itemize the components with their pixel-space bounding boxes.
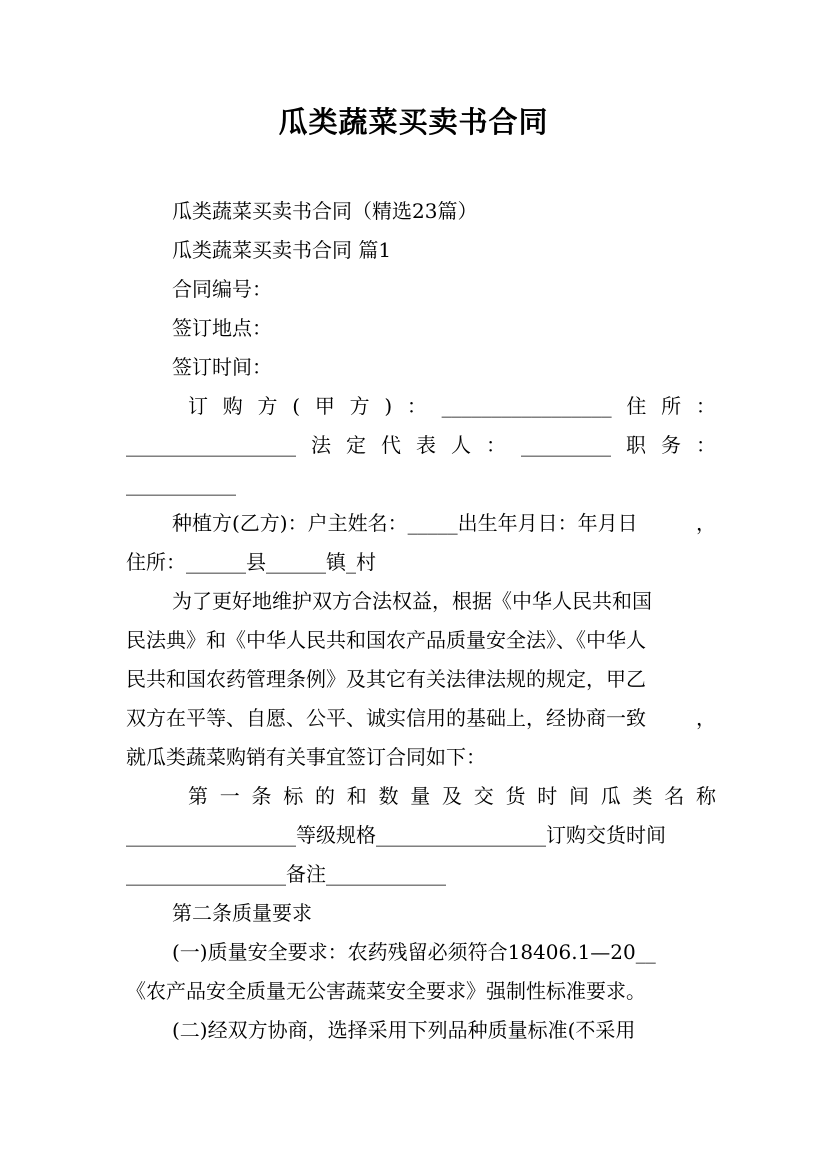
buyer-char: 购 xyxy=(222,394,243,418)
article-2-item-1: (一)质量安全要求：农药残留必须符合18406.1—20__ xyxy=(172,940,656,964)
article-1-char: 名 xyxy=(664,784,685,808)
article-2-item-1-continued: 《农产品安全质量无公害蔬菜安全要求》强制性标准要求。 xyxy=(126,979,646,1003)
buyer-char: ： xyxy=(695,394,716,418)
article-2-title: 第二条质量要求 xyxy=(172,901,312,925)
subtitle: 瓜类蔬菜买卖书合同（精选23篇） xyxy=(172,199,478,223)
article-1-char: 的 xyxy=(315,784,335,808)
rep-blank: _________________ xyxy=(126,433,296,457)
rep-char: 代 xyxy=(381,433,401,457)
preamble-line-5: 就瓜类蔬菜购销有关事宜签订合同如下： xyxy=(126,745,486,769)
article-1-char: 及 xyxy=(442,784,462,808)
representative-line xyxy=(126,426,716,465)
article-1-char: 第 xyxy=(188,784,208,808)
rep-char: ： xyxy=(486,433,506,457)
preamble-line-1: 为了更好地维护双方合法权益，根据《中华人民共和国 xyxy=(172,589,652,613)
rep-char: ： xyxy=(696,433,716,457)
preamble-line-2: 民法典》和《中华人民共和国农产品质量安全法》、《中华人 xyxy=(126,628,646,652)
buyer-char: 方 xyxy=(257,394,278,418)
document-title: 瓜类蔬菜买卖书合同 xyxy=(278,105,549,139)
buyer-char: 所 xyxy=(661,394,682,418)
buyer-char: 甲 xyxy=(314,394,335,418)
preamble-line-3 xyxy=(126,660,716,699)
article-1-char: 交 xyxy=(473,784,494,808)
rep-char: 职 xyxy=(626,433,646,457)
article-1-char: 时 xyxy=(537,784,558,808)
rep-char: 人 xyxy=(451,433,471,457)
signing-place-label: 签订地点： xyxy=(172,316,272,340)
article-1-char: 数 xyxy=(378,784,399,808)
preamble-text: 双方在平等、自愿、公平、诚实信用的基础上，经协商一致 xyxy=(126,706,646,730)
preamble-text: 民共和国农药管理条例》及其它有关法律法规的规定，甲乙 xyxy=(126,667,646,691)
seller-party-line xyxy=(126,504,716,543)
rep-char: 表 xyxy=(416,433,436,457)
rep-blank: _________ xyxy=(521,433,611,457)
article-1-char: 和 xyxy=(346,784,367,808)
contract-number-label: 合同编号： xyxy=(172,277,272,301)
article-1-char: 一 xyxy=(219,784,240,808)
article-1-char: 称 xyxy=(696,784,716,808)
article-1-char: 类 xyxy=(632,784,653,808)
article-1-line-2: _________________等级规格_________________订购交货时间 xyxy=(126,823,666,847)
buyer-char: ) xyxy=(384,394,393,418)
buyer-char: 订 xyxy=(188,394,208,418)
article-2-item-2: (二)经双方协商，选择采用下列品种质量标准(不采用 xyxy=(172,1018,636,1042)
address-line: 住所：______县______镇_村 xyxy=(126,550,376,574)
buyer-blank: _________________ xyxy=(441,394,612,418)
buyer-char: ： xyxy=(406,394,427,418)
buyer-char: 方 xyxy=(349,394,370,418)
seller-punct: ， xyxy=(696,511,716,535)
article-1-char: 瓜 xyxy=(600,784,621,808)
representative-tail-blank: ___________ xyxy=(126,472,236,496)
article-1-char: 量 xyxy=(410,784,431,808)
article-1-heading xyxy=(126,777,716,816)
buyer-char: 住 xyxy=(626,394,647,418)
buyer-party-line xyxy=(126,387,716,426)
rep-char: 务 xyxy=(661,433,681,457)
document-body xyxy=(126,192,716,1050)
preamble-line-4 xyxy=(126,699,716,738)
chapter-heading: 瓜类蔬菜买卖书合同 篇1 xyxy=(172,238,392,262)
article-1-char: 条 xyxy=(251,784,272,808)
article-1-char: 货 xyxy=(505,784,526,808)
article-1-line-3: ________________备注____________ xyxy=(126,862,446,886)
preamble-punct: ， xyxy=(696,706,716,730)
signing-time-label: 签订时间： xyxy=(172,355,272,379)
article-1-char: 标 xyxy=(283,784,304,808)
rep-char: 定 xyxy=(346,433,366,457)
seller-text: 种植方(乙方)：户主姓名：_____出生年月日：年月日 xyxy=(172,511,638,535)
article-1-char: 间 xyxy=(569,784,589,808)
buyer-char: ( xyxy=(292,394,301,418)
rep-char: 法 xyxy=(311,433,331,457)
